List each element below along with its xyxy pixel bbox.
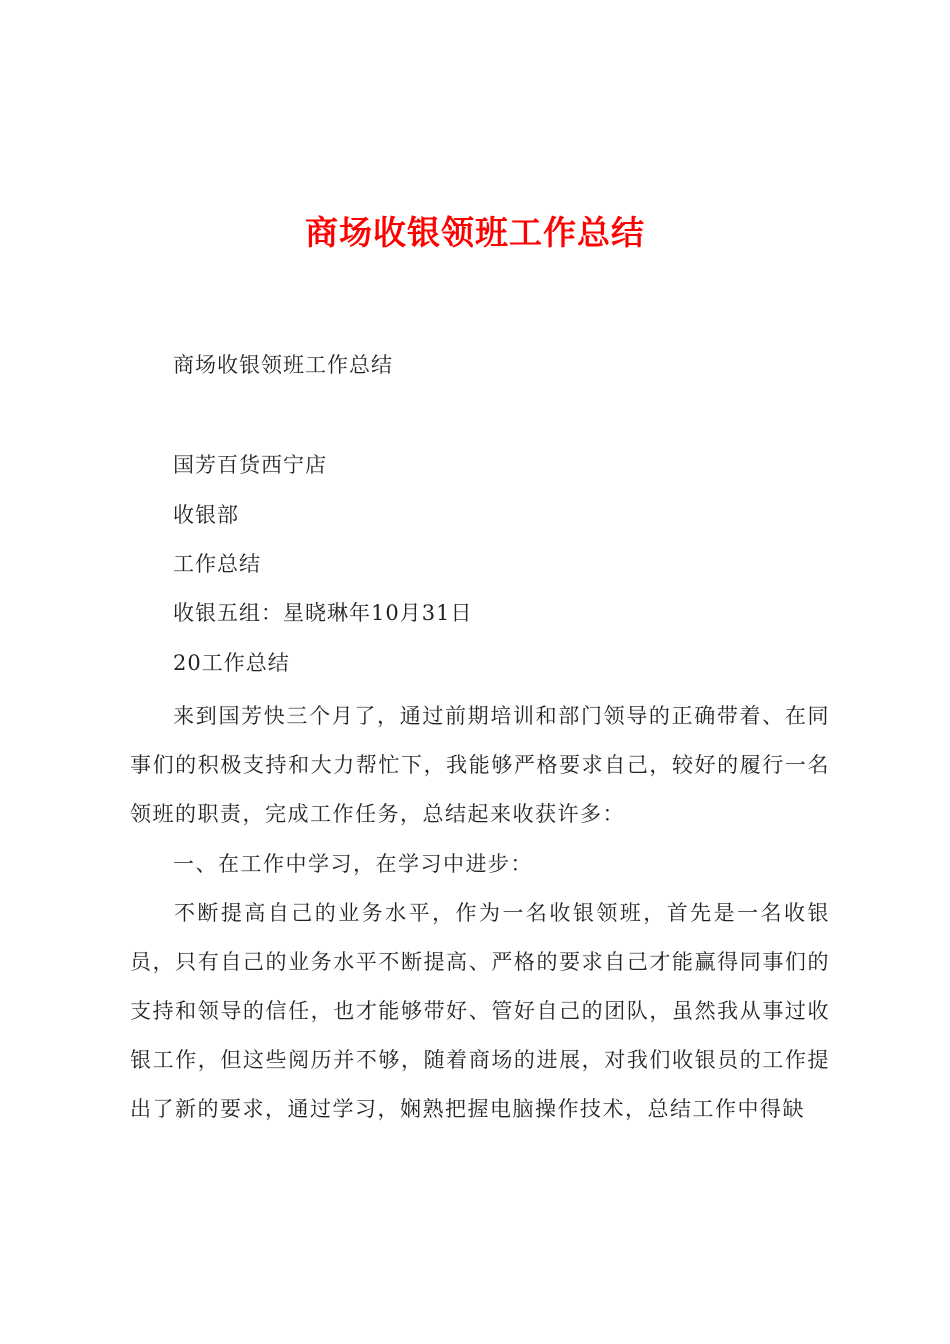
document-subtitle: 商场收银领班工作总结 [173, 353, 393, 377]
section-heading-text: 一、在工作中学习，在学习中进步： [173, 852, 533, 876]
header-line-department: 收银部 [173, 503, 239, 527]
header-line-year-summary: 20工作总结 [173, 651, 290, 675]
paragraph-section-body [130, 889, 830, 1134]
header-line-summary: 工作总结 [173, 552, 261, 576]
paragraph-intro [130, 692, 830, 839]
document-title: 商场收银领班工作总结 [305, 213, 645, 252]
paragraph-intro-text: 来到国芳快三个月了，通过前期培训和部门领导的正确带着、在同事们的积极支持和大力帮忙下，我能够严格要求自己，较好的履行一名领班的职责，完成工作任务，总结起来收获许多： [130, 704, 830, 826]
paragraph-section-heading [130, 840, 830, 889]
header-line-author-date: 收银五组：星晓琳年10月31日 [173, 601, 473, 625]
section-body-text: 不断提高自己的业务水平，作为一名收银领班，首先是一名收银员，只有自己的业务水平不断提高、严格的要求自己才能赢得同事们的支持和领导的信任，也才能够带好、管好自己的团队，虽然我从事过收银工作，但这些阅历并不够，随着商场的进展，对我们收银员的工作提出了新的要求，通过学习，娴熟把握电脑操作技术，总结工作中得缺 [130, 901, 830, 1121]
header-line-store: 国芳百货西宁店 [173, 453, 327, 477]
